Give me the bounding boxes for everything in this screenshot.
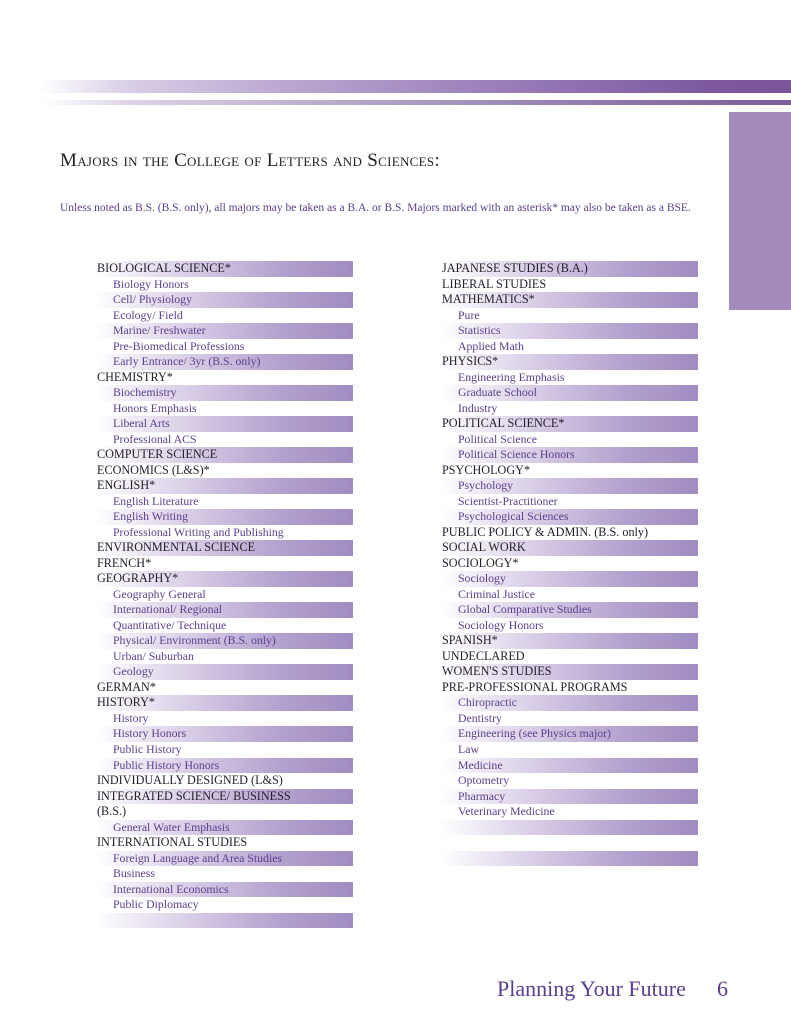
program-name: Foreign Language and Area Studies — [113, 850, 283, 865]
major-heading-row — [440, 463, 698, 479]
major-name: SOCIOLOGY* — [442, 555, 519, 570]
major-name: ENVIRONMENTAL SCIENCE — [97, 540, 256, 555]
major-name: ENGLISH* — [97, 478, 156, 493]
major-heading-row — [95, 789, 353, 805]
program-name: Business — [113, 866, 155, 881]
program-row — [95, 897, 353, 913]
major-heading-row — [440, 633, 698, 649]
program-name: Public Diplomacy — [113, 897, 199, 912]
program-name: Biology Honors — [113, 276, 189, 291]
program-row — [95, 277, 353, 293]
program-row — [95, 385, 353, 401]
major-heading-row — [95, 695, 353, 711]
program-row — [95, 308, 353, 324]
major-heading-row — [440, 292, 698, 308]
program-row — [440, 432, 698, 448]
program-row — [440, 509, 698, 525]
program-name: History Honors — [113, 726, 187, 741]
program-row — [95, 401, 353, 417]
program-name: Professional ACS — [113, 431, 197, 446]
major-name: WOMEN'S STUDIES — [442, 664, 552, 679]
program-name: Scientist-Practitioner — [458, 493, 558, 508]
program-name: Geography General — [113, 586, 206, 601]
major-heading-row — [95, 773, 353, 789]
program-name: Political Science — [458, 431, 537, 446]
major-name: UNDECLARED — [442, 648, 525, 663]
major-heading-row — [440, 649, 698, 665]
major-name: INDIVIDUALLY DESIGNED (L&S) — [97, 773, 283, 788]
major-heading-row — [440, 540, 698, 556]
major-name: SPANISH* — [442, 633, 498, 648]
program-row — [440, 695, 698, 711]
program-row — [440, 587, 698, 603]
program-name: English Literature — [113, 493, 199, 508]
major-name: INTEGRATED SCIENCE/ BUSINESS — [97, 788, 291, 803]
program-row — [440, 602, 698, 618]
program-row — [95, 633, 353, 649]
major-name: GERMAN* — [97, 679, 156, 694]
program-row — [95, 354, 353, 370]
major-name: PHYSICS* — [442, 354, 499, 369]
header-gradient-bar — [40, 80, 791, 93]
page-number: 6 — [717, 976, 728, 1001]
program-name: Veterinary Medicine — [458, 804, 555, 819]
program-row — [440, 385, 698, 401]
major-heading-row — [440, 277, 698, 293]
major-heading-row — [440, 680, 698, 696]
major-name: (B.S.) — [97, 804, 127, 819]
program-row — [95, 525, 353, 541]
program-row — [440, 494, 698, 510]
program-row — [95, 494, 353, 510]
program-name: English Writing — [113, 509, 189, 524]
program-row — [95, 432, 353, 448]
major-heading-row — [95, 463, 353, 479]
program-name: Urban/ Suburban — [113, 648, 194, 663]
major-heading-row — [95, 556, 353, 572]
intro-note: Unless noted as B.S. (B.S. only), all majors may be taken as a B.A. or B.S. Majors marked with an asterisk* may also be taken as a BSE. — [60, 202, 691, 214]
major-heading-row — [95, 540, 353, 556]
major-heading-row — [95, 370, 353, 386]
program-row — [440, 851, 698, 867]
program-row — [440, 835, 698, 851]
major-name: PRE-PROFESSIONAL PROGRAMS — [442, 679, 628, 694]
major-name: INTERNATIONAL STUDIES — [97, 835, 248, 850]
program-row — [95, 726, 353, 742]
major-name: PUBLIC POLICY & ADMIN. (B.S. only) — [442, 524, 649, 539]
major-heading-row — [95, 478, 353, 494]
program-row — [95, 758, 353, 774]
major-heading-row — [440, 556, 698, 572]
program-row — [95, 742, 353, 758]
major-name: SOCIAL WORK — [442, 540, 526, 555]
program-row — [440, 820, 698, 836]
program-row — [95, 587, 353, 603]
major-name: PSYCHOLOGY* — [442, 462, 531, 477]
program-row — [440, 726, 698, 742]
program-name: Honors Emphasis — [113, 400, 197, 415]
major-name: HISTORY* — [97, 695, 156, 710]
program-name — [95, 913, 113, 927]
program-row — [440, 478, 698, 494]
program-name: Early Entrance/ 3yr (B.S. only) — [113, 354, 261, 369]
program-name: Biochemistry — [113, 385, 177, 400]
major-name: ECONOMICS (L&S)* — [97, 462, 210, 477]
major-heading-row — [95, 261, 353, 277]
program-name: Physical/ Environment (B.S. only) — [113, 633, 276, 648]
program-name: Medicine — [458, 757, 503, 772]
header-gradient-rule — [40, 100, 791, 105]
program-row — [95, 866, 353, 882]
program-name: Quantitative/ Technique — [113, 617, 227, 632]
program-name: Marine/ Freshwater — [113, 323, 206, 338]
major-heading-row — [440, 416, 698, 432]
program-name: International Economics — [113, 881, 229, 896]
major-name: JAPANESE STUDIES (B.A.) — [442, 261, 588, 275]
major-heading-row — [95, 680, 353, 696]
program-name: Law — [458, 741, 479, 756]
major-name: CHEMISTRY* — [97, 369, 173, 384]
major-heading-row — [95, 571, 353, 587]
program-row — [440, 789, 698, 805]
major-name: LIBERAL STUDIES — [442, 276, 547, 291]
program-name: Liberal Arts — [113, 416, 170, 431]
program-name: Global Comparative Studies — [458, 602, 592, 617]
program-row — [95, 664, 353, 680]
major-name: COMPUTER SCIENCE — [97, 447, 218, 462]
program-name: International/ Regional — [113, 602, 223, 617]
program-row — [440, 447, 698, 463]
program-row — [440, 804, 698, 820]
program-row — [440, 758, 698, 774]
program-row — [440, 401, 698, 417]
footer-title: Planning Your Future — [497, 976, 686, 1001]
program-name: Criminal Justice — [458, 586, 535, 601]
page-title: Majors in the College of Letters and Sciences: — [60, 150, 440, 171]
program-row — [440, 308, 698, 324]
program-name: Industry — [458, 400, 498, 415]
program-name: Engineering (see Physics major) — [458, 726, 611, 741]
program-name: Applied Math — [458, 338, 524, 353]
program-row — [95, 292, 353, 308]
program-name: General Water Emphasis — [113, 819, 230, 834]
program-row — [440, 742, 698, 758]
program-row — [440, 571, 698, 587]
program-name: Statistics — [458, 323, 501, 338]
program-name: Ecology/ Field — [113, 307, 183, 322]
major-name: POLITICAL SCIENCE* — [442, 416, 565, 431]
program-row — [440, 323, 698, 339]
program-row — [95, 339, 353, 355]
program-row — [95, 820, 353, 836]
program-name: Graduate School — [458, 385, 537, 400]
program-row — [440, 711, 698, 727]
majors-list-left — [95, 261, 353, 928]
program-name: Public History Honors — [113, 757, 220, 772]
program-row — [95, 323, 353, 339]
major-name: MATHEMATICS* — [442, 292, 535, 307]
program-row — [95, 913, 353, 929]
program-name: Pre-Biomedical Professions — [113, 338, 245, 353]
program-name — [440, 835, 458, 849]
program-name: Sociology — [458, 571, 506, 586]
program-name — [440, 820, 458, 834]
major-heading-row — [440, 354, 698, 370]
program-row — [440, 618, 698, 634]
program-name: Psychology — [458, 478, 514, 493]
program-name: Pharmacy — [458, 788, 506, 803]
major-name: BIOLOGICAL SCIENCE* — [97, 261, 231, 275]
program-name: Chiropractic — [458, 695, 517, 710]
program-row — [95, 882, 353, 898]
major-heading-row — [95, 447, 353, 463]
program-row — [440, 339, 698, 355]
major-heading-row — [95, 835, 353, 851]
program-row — [95, 851, 353, 867]
program-row — [95, 711, 353, 727]
program-name: Engineering Emphasis — [458, 369, 565, 384]
program-name: Psychological Sciences — [458, 509, 569, 524]
program-row — [95, 649, 353, 665]
program-name: Cell/ Physiology — [113, 292, 192, 307]
program-name: Geology — [113, 664, 154, 679]
program-row — [440, 773, 698, 789]
program-row — [95, 602, 353, 618]
major-heading-row — [95, 804, 353, 820]
program-row — [95, 509, 353, 525]
program-name: Sociology Honors — [458, 617, 544, 632]
program-name: Pure — [458, 307, 480, 322]
program-name: History — [113, 710, 149, 725]
major-heading-row — [440, 261, 698, 277]
major-heading-row — [440, 664, 698, 680]
program-name: Dentistry — [458, 710, 502, 725]
major-heading-row — [440, 525, 698, 541]
program-row — [440, 370, 698, 386]
major-name: FRENCH* — [97, 555, 152, 570]
side-tab-block — [729, 112, 791, 310]
program-row — [95, 618, 353, 634]
program-name: Professional Writing and Publishing — [113, 524, 284, 539]
program-name: Political Science Honors — [458, 447, 575, 462]
program-name: Public History — [113, 741, 182, 756]
major-name: GEOGRAPHY* — [97, 571, 179, 586]
program-name: Optometry — [458, 773, 510, 788]
program-row — [95, 416, 353, 432]
majors-list-right — [440, 261, 698, 866]
program-name — [440, 851, 458, 865]
